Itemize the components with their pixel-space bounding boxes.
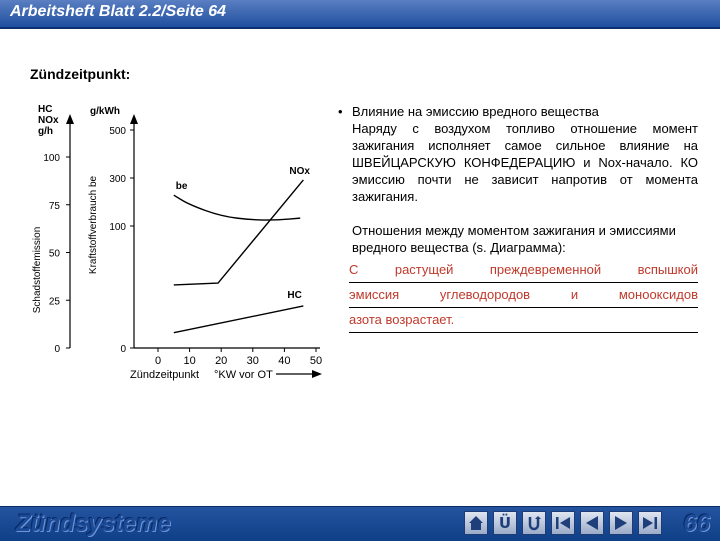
right-axis-tick-label: 300 (109, 174, 126, 185)
left-axis-tick-label: 100 (43, 153, 60, 164)
left-axis-tick-label: 25 (48, 296, 60, 308)
right-axis-tick-label: 500 (109, 126, 126, 137)
answer-line: азота возрастает. (349, 308, 698, 333)
text-block (338, 103, 698, 333)
x-axis-arrow-icon (312, 370, 322, 378)
left-axis-tick-label: 0 (54, 344, 60, 355)
series-line-hc (174, 306, 304, 333)
chart-svg (26, 100, 336, 400)
x-axis-tick-label: 50 (309, 355, 323, 367)
next-page-icon (612, 514, 630, 532)
paragraph-2: Отношения между моментом зажигания и эмиссиями вредного вещества (s. Диаграмма): (352, 223, 676, 255)
right-axis-unit: g/kWh (90, 106, 120, 117)
x-axis-label: Zündzeitpunkt (130, 369, 200, 381)
return-button[interactable] (522, 511, 546, 535)
left-axis-tick-label: 75 (48, 200, 60, 212)
overview-icon: Ü (498, 513, 512, 532)
previous-page-icon (583, 514, 601, 532)
overview-button[interactable] (493, 511, 517, 535)
last-page-button[interactable] (638, 511, 662, 535)
ignition-timing-chart (26, 100, 336, 400)
first-page-button[interactable] (551, 511, 575, 535)
header-bar (0, 0, 720, 29)
left-axis-tick-label: 50 (48, 248, 60, 260)
series-label-hc: HC (287, 289, 302, 301)
left-axis-arrow-icon (66, 114, 74, 124)
left-axis-unit: g/h (38, 126, 53, 137)
x-axis-tick-label: 10 (183, 355, 196, 367)
first-page-icon (554, 514, 572, 532)
x-axis-tick-label: 30 (246, 355, 259, 367)
bullet-mark: • (338, 104, 343, 119)
answer-area (349, 258, 698, 333)
home-icon (467, 514, 485, 532)
bullet-heading: Влияние на эмиссию вредного вещества (352, 104, 599, 119)
series-label-nox: NOx (289, 165, 310, 177)
right-axis-arrow-icon (130, 114, 138, 124)
answer-line: эмиссия углеводородов и монооксидов (349, 283, 698, 308)
right-axis-tick-label: 0 (120, 344, 126, 355)
right-axis-label: Kraftstoffverbrauch be (88, 175, 99, 275)
next-page-button[interactable] (609, 511, 633, 535)
x-axis-tick-label: 0 (154, 355, 162, 367)
left-axis-label: Schadstoffemission (32, 226, 43, 314)
section-heading: Zündzeitpunkt: (30, 66, 131, 82)
x-axis-unit: °KW vor OT (214, 369, 273, 381)
return-arrow-icon (525, 514, 543, 532)
page-number: 66 (683, 510, 710, 537)
x-axis-tick-label: 20 (215, 355, 228, 367)
left-axis-unit: HC (38, 104, 53, 115)
previous-page-button[interactable] (580, 511, 604, 535)
home-button[interactable] (464, 511, 488, 535)
footer-brand: Zündsysteme (16, 510, 171, 537)
x-axis-tick-label: 40 (278, 355, 291, 367)
left-axis-unit: NOx (38, 115, 59, 126)
last-page-icon (641, 514, 659, 532)
right-axis-tick-label: 100 (109, 222, 126, 233)
answer-line: С растущей преждевременной вспышкой (349, 258, 698, 283)
series-line-nox (174, 180, 304, 285)
series-label-be: be (175, 181, 188, 193)
footer-bar (0, 506, 720, 541)
paragraph-1: Наряду с воздухом топливо отношение момент зажигания исполняет самое сильное влияние на ШВЕЙЦАРСКУЮ КОНФЕДЕРАЦИЮ и Nox-начало. КО эмиссию почти не зависит напротив от момента зажигания. (352, 121, 698, 204)
bullet-row (338, 103, 698, 120)
page-title: Arbeitsheft Blatt 2.2/Seite 64 (10, 3, 227, 20)
